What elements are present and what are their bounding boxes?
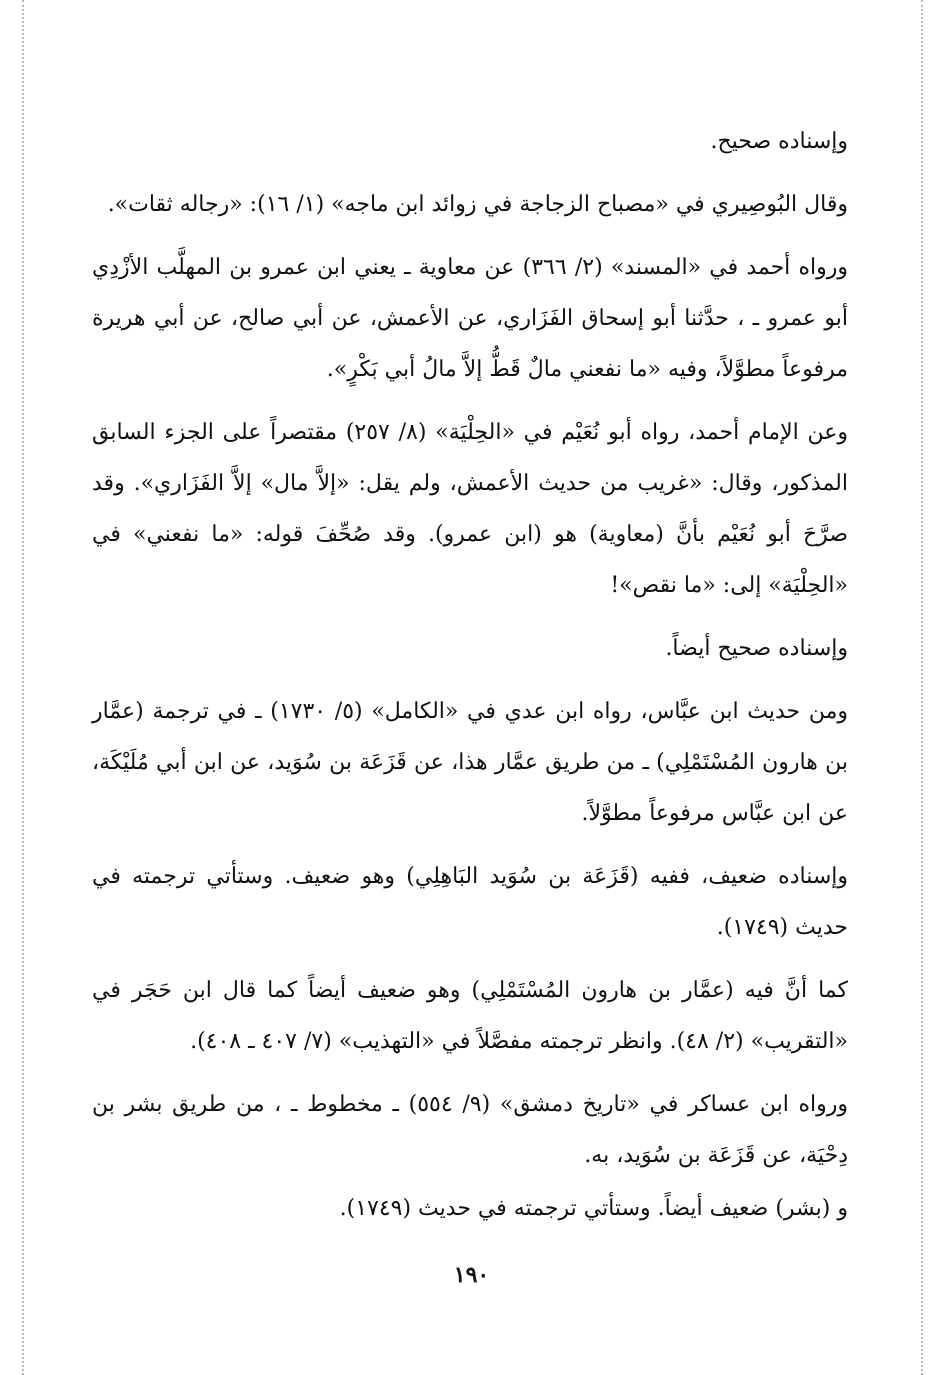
paragraph-busiri: وقال البُوصِيري في «مصباح الزجاجة في زوائد ابن ماجه» (١/ ١٦): «رجاله ثقات». — [107, 192, 848, 217]
paragraph-isnad-sahih-also: وإسناده صحيح أيضاً. — [665, 636, 848, 661]
right-margin-dotted-line — [921, 0, 923, 1375]
page-body-text — [92, 116, 848, 1246]
page-number: ١٩٠ — [453, 1262, 490, 1288]
paragraph-ibn-asakir: ورواه ابن عساكر في «تاريخ دمشق» (٩/ ٥٥٤) ـ مخطوط ـ ، من طريق بشر بن دِحْيَة، عن قَزَعَة بن سُوَيد، به. — [92, 1092, 848, 1168]
paragraph-bishr: و (بشر) ضعيف أيضاً. وستأتي ترجمته في حديث (١٧٤٩). — [339, 1196, 848, 1221]
paragraph-ammar: كما أنَّ فيه (عمَّار بن هارون المُسْتَمْلِي) وهو ضعيف أيضاً كما قال ابن حَجَر في «التقريب» (٢/ ٤٨). وانظر ترجمته مفصَّلاً في «التهذيب» (٧/ ٤٠٧ ـ ٤٠٨). — [92, 978, 848, 1054]
paragraph-isnad-daif: وإسناده ضعيف، ففيه (قَزَعَة بن سُوَيد البَاهِلِي) وهو ضعيف. وستأتي ترجمته في حديث (١٧٤٩). — [92, 864, 848, 940]
paragraph-abu-nuaym: وعن الإمام أحمد، رواه أبو نُعَيْم في «الحِلْيَة» (٨/ ٢٥٧) مقتصراً على الجزء السابق المذكور، وقال: «غريب من حديث الأعمش، ولم يقل: «إلاَّ مال» إلاَّ الفَزَاري». وقد صرَّحَ أبو نُعَيْم بأنَّ (معاوية) هو (ابن عمرو). وقد صُحِّفَ قوله: «ما نفعني» في «الحِلْيَة» إلى: «ما نقص»! — [92, 420, 848, 598]
paragraph-isnad-sahih: وإسناده صحيح. — [710, 129, 848, 154]
paragraph-ahmad-musnad: ورواه أحمد في «المسند» (٢/ ٣٦٦) عن معاوية ـ يعني ابن عمرو بن المهلَّب الأزْدِي أبو عمرو ـ ، حدَّثنا أبو إسحاق الفَزَاري، عن الأعمش، عن أبي صالح، عن أبي هريرة مرفوعاً مطوَّلاً، وفيه «ما نفعني مالٌ قَطُّ إلاَّ مالُ أبي بَكْرٍ». — [92, 255, 848, 382]
left-margin-dotted-line — [22, 0, 24, 1375]
paragraph-ibn-abbas: ومن حديث ابن عبَّاس، رواه ابن عدي في «الكامل» (٥/ ١٧٣٠) ـ في ترجمة (عمَّار بن هارون المُسْتَمْلِي) ـ من طريق عمَّار هذا، عن قَزَعَة بن سُوَيد، عن ابن أبي مُلَيْكَة، عن ابن عبَّاس مرفوعاً مطوَّلاً. — [92, 699, 848, 826]
